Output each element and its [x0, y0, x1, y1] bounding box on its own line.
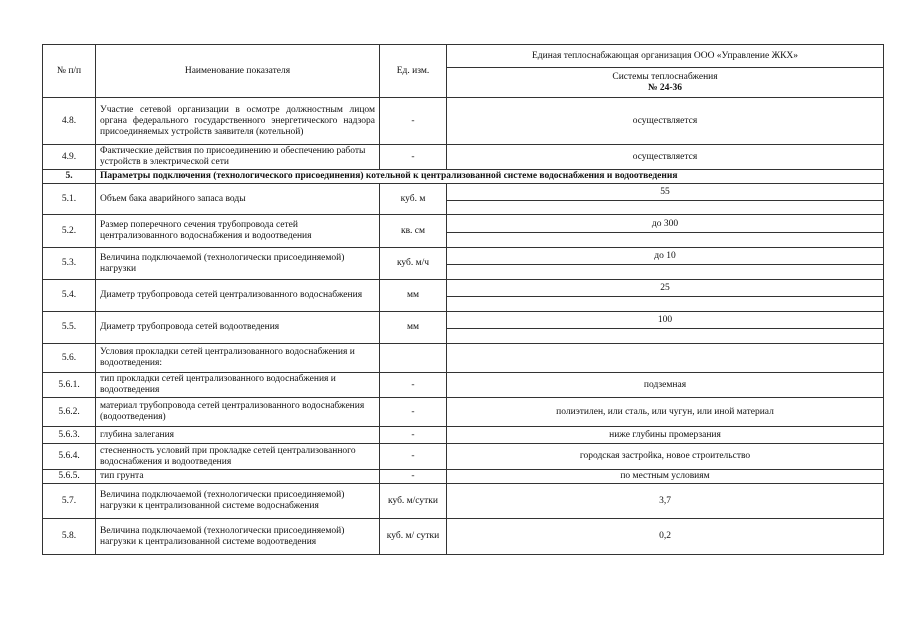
row-number: 5.6.2.: [43, 398, 96, 427]
header-number: № п/п: [43, 45, 96, 98]
row-value: по местным условиям: [447, 470, 884, 484]
row-value: ниже глубины промерзания: [447, 427, 884, 444]
row-number: 5.6.1.: [43, 373, 96, 398]
row-unit: -: [380, 427, 447, 444]
section-title: Параметры подключения (технологического присоединения) котельной к централизованной системе водоснабжения и водоотведения: [96, 170, 884, 184]
row-value-cell: [447, 184, 884, 215]
row-unit: -: [380, 398, 447, 427]
row-name: Величина подключаемой (технологически присоединяемой) нагрузки к централизованной системе водоснабжения: [96, 484, 380, 519]
row-value: полиэтилен, или сталь, или чугун, или иной материал: [447, 398, 884, 427]
row-name: Величина подключаемой (технологически присоединяемой) нагрузки к централизованной системе водоотведения: [96, 519, 380, 555]
row-value: городская застройка, новое строительство: [447, 444, 884, 470]
row-value: осуществляется: [447, 145, 884, 170]
row-value: осуществляется: [447, 98, 884, 145]
row-name: Участие сетевой организации в осмотре должностным лицом органа федерального государственного энергетического надзора присоединяемых устройств заявителя (котельной): [96, 98, 380, 145]
row-unit: мм: [380, 280, 447, 312]
row-name: тип прокладки сетей централизованного водоснабжения и водоотведения: [96, 373, 380, 398]
row-value: 25: [660, 283, 670, 293]
section-number: 5.: [43, 170, 96, 184]
row-unit: -: [380, 98, 447, 145]
row-number: 5.6.: [43, 344, 96, 373]
row-number: 5.6.4.: [43, 444, 96, 470]
row-name: Диаметр трубопровода сетей централизованного водоснабжения: [96, 280, 380, 312]
document-page: [42, 44, 883, 555]
header-systems: [447, 68, 884, 98]
row-value-cell: [447, 215, 884, 248]
row-number: 5.1.: [43, 184, 96, 215]
row-number: 5.8.: [43, 519, 96, 555]
row-number: 5.5.: [43, 312, 96, 344]
row-value-divider: [447, 328, 883, 342]
table-header-row: [43, 45, 884, 68]
row-name: Диаметр трубопровода сетей водоотведения: [96, 312, 380, 344]
row-name: Объем бака аварийного запаса воды: [96, 184, 380, 215]
table-row: [43, 444, 884, 470]
row-name: тип грунта: [96, 470, 380, 484]
row-name: материал трубопровода сетей централизованного водоснабжения (водоотведения): [96, 398, 380, 427]
table-row: [43, 248, 884, 280]
row-value-cell: [447, 312, 884, 344]
row-value: 55: [660, 186, 670, 197]
table-row: [43, 98, 884, 145]
row-number: 5.2.: [43, 215, 96, 248]
row-name: Условия прокладки сетей централизованного водоснабжения и водоотведения:: [96, 344, 380, 373]
row-value-cell: [447, 248, 884, 280]
header-unit: Ед. изм.: [380, 45, 447, 98]
row-value: до 10: [654, 251, 676, 261]
row-value-cell: [447, 280, 884, 312]
row-name: Фактические действия по присоединению и обеспечению работы устройств в электрической сети: [96, 145, 380, 170]
table-row: [43, 280, 884, 312]
table-row: [43, 519, 884, 555]
row-unit: -: [380, 444, 447, 470]
row-value: до 300: [651, 218, 679, 229]
row-unit: куб. м/ч: [380, 248, 447, 280]
parameters-table: [42, 44, 884, 555]
table-row: [43, 215, 884, 248]
row-unit: -: [380, 373, 447, 398]
row-value-divider: [447, 264, 883, 278]
table-row: [43, 184, 884, 215]
row-value: 0,2: [447, 519, 884, 555]
header-systems-label: Системы теплоснабжения: [612, 71, 718, 82]
section-row: [43, 170, 884, 184]
table-row: [43, 470, 884, 484]
table-row: [43, 398, 884, 427]
table-row: [43, 373, 884, 398]
row-number: 5.6.5.: [43, 470, 96, 484]
row-value: 100: [657, 315, 673, 325]
row-value: 3,7: [447, 484, 884, 519]
row-number: 5.4.: [43, 280, 96, 312]
table-row: [43, 427, 884, 444]
row-value-divider: [447, 232, 883, 246]
row-name: Размер поперечного сечения трубопровода сетей централизованного водоснабжения и водоотведения: [96, 215, 380, 248]
row-unit: [380, 344, 447, 373]
row-unit: кв. см: [380, 215, 447, 248]
table-row: [43, 344, 884, 373]
row-number: 5.6.3.: [43, 427, 96, 444]
row-unit: -: [380, 470, 447, 484]
row-name: Величина подключаемой (технологически присоединяемой) нагрузки: [96, 248, 380, 280]
row-value: [447, 344, 884, 373]
row-number: 5.7.: [43, 484, 96, 519]
row-unit: -: [380, 145, 447, 170]
row-unit: мм: [380, 312, 447, 344]
row-number: 5.3.: [43, 248, 96, 280]
row-value-divider: [447, 200, 883, 214]
row-number: 4.8.: [43, 98, 96, 145]
header-indicator-name: Наименование показателя: [96, 45, 380, 98]
table-row: [43, 484, 884, 519]
table-row: [43, 145, 884, 170]
row-unit: куб. м/сутки: [380, 484, 447, 519]
row-name: глубина залегания: [96, 427, 380, 444]
header-organization: Единая теплоснабжающая организация ООО «Управление ЖКХ»: [447, 45, 884, 68]
row-number: 4.9.: [43, 145, 96, 170]
row-name: стесненность условий при прокладке сетей централизованного водоснабжения и водоотведения: [96, 444, 380, 470]
row-unit: куб. м/ сутки: [380, 519, 447, 555]
row-value: подземная: [447, 373, 884, 398]
header-systems-number: № 24-36: [647, 82, 683, 93]
row-unit: куб. м: [380, 184, 447, 215]
row-value-divider: [447, 296, 883, 310]
table-row: [43, 312, 884, 344]
